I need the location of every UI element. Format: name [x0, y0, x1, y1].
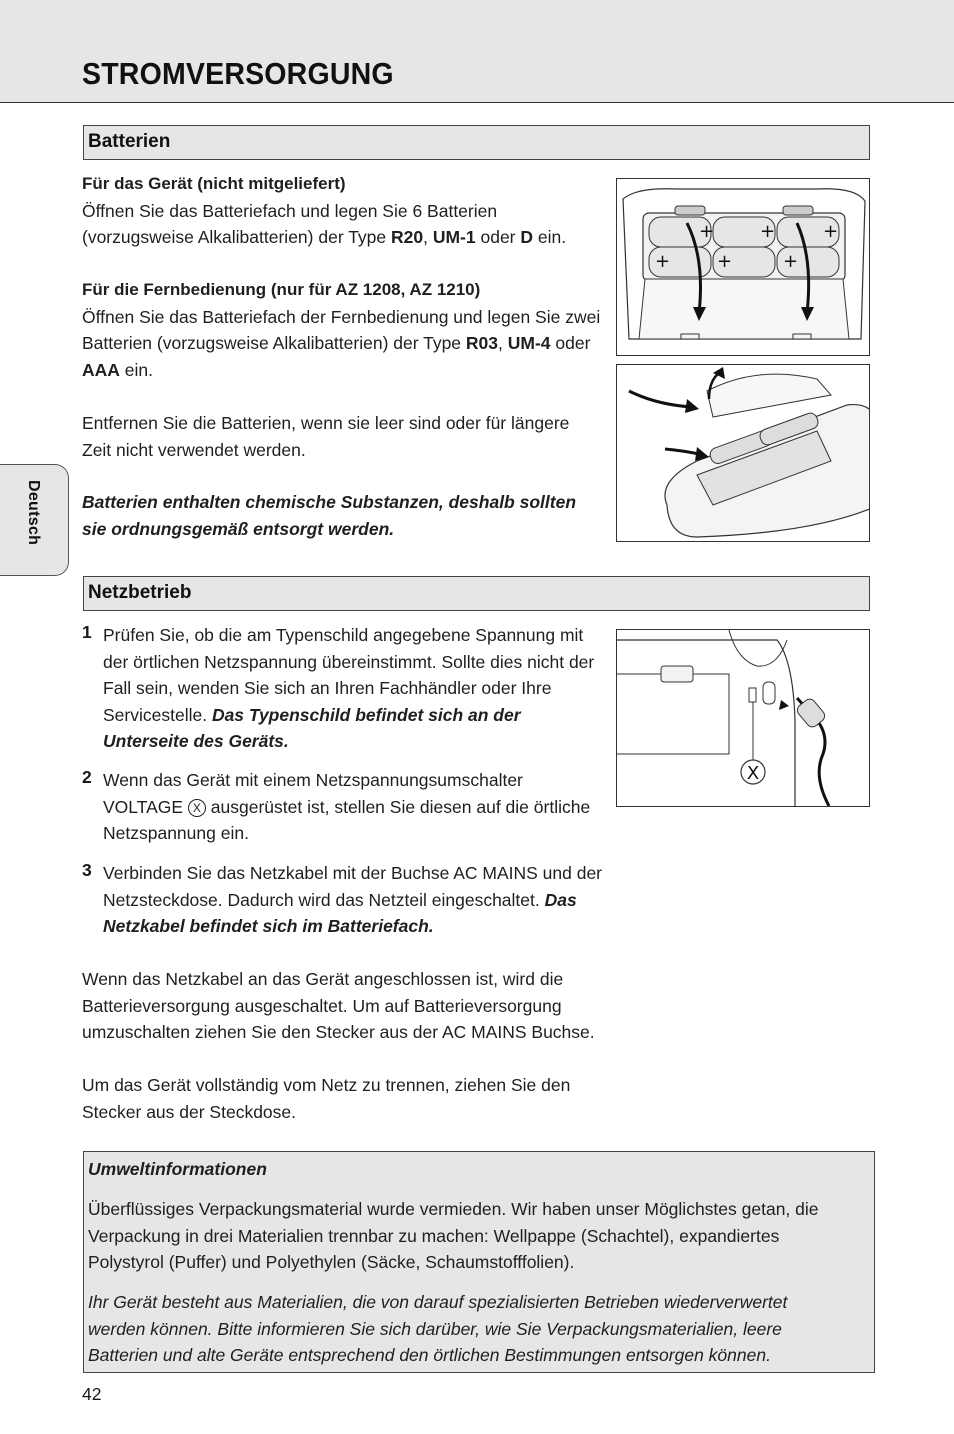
- svg-text:+: +: [655, 251, 671, 272]
- voltage-selector-symbol: X: [188, 799, 206, 817]
- page-number: 42: [82, 1384, 102, 1404]
- disconnect-paragraph: Um das Gerät vollständig vom Netz zu trennen, ziehen Sie den Stecker aus der Steckdose.: [82, 1075, 571, 1122]
- remote-battery-figure: [616, 364, 870, 542]
- environmental-heading: Umweltinformationen: [88, 1159, 267, 1179]
- device-line-1: Öffnen Sie das Batteriefach und legen Sie 6 Batterien: [82, 200, 498, 221]
- battery-compartment-illustration: [617, 179, 870, 356]
- remote-line-1: Öffnen Sie das Batteriefach der Fernbedienung und legen Sie zwei: [82, 306, 601, 327]
- ac-mains-illustration: [617, 630, 870, 807]
- step-3-text: Verbinden Sie das Netzkabel mit der Buchse AC MAINS und der Netzsteckdose. Dadurch wird das Netzteil eingeschaltet. Das Netzkabel befindet sich im Batteriefach.: [103, 863, 603, 936]
- device-subheading: Für das Gerät (nicht mitgeliefert): [82, 174, 346, 193]
- svg-text:+: +: [823, 221, 839, 242]
- step-number-3: 3: [82, 860, 92, 880]
- section-heading-batterien: [83, 125, 870, 160]
- remote-line-2: Batterien (vorzugsweise Alkalibatterien) der Type R03, UM-4 oder: [82, 333, 591, 353]
- svg-text:+: +: [783, 251, 799, 272]
- step-number-1: 1: [82, 622, 92, 642]
- environmental-paragraph-2: Ihr Gerät besteht aus Materialien, die von darauf spezialisierten Betrieben wiederverwertet werden können. Bitte informieren Sie sich darüber, wie Sie Verpackungsmaterialien, leere Batterien und alte Geräte entsprechend den örtlichen Bestimmungen entsorgen können.: [88, 1292, 788, 1365]
- remote-batteries-block: [82, 277, 612, 383]
- battery-warning: Batterien enthalten chemische Substanzen, deshalb sollten sie ordnungsgemäß entsorgt werden.: [82, 492, 577, 539]
- voltage-selector-callout: X: [746, 763, 760, 784]
- environmental-paragraph-1: Überflüssiges Verpackungsmaterial wurde vermieden. Wir haben unser Möglichstes getan, die Verpackung in drei Materialien trennbar zu machen: Wellpappe (Schachtel), expandiertes Polystyrol (Puffer) und Polyethylen (Säcke, Schaumstofffolien).: [88, 1199, 819, 1272]
- device-batteries-block: [82, 171, 612, 251]
- step-1-text: Prüfen Sie, ob die am Typenschild angegebene Spannung mit der örtlichen Netzspannung übereinstimmt. Sollte dies nicht der Fall sein, wenden Sie sich an Ihren Fachhändler oder Ihre Servicestelle. Das Typenschild befindet sich an der Unterseite des Geräts.: [103, 625, 595, 751]
- battery-compartment-figure: [616, 178, 870, 356]
- section-heading-netzbetrieb: [83, 576, 870, 611]
- remote-battery-illustration: [617, 365, 870, 542]
- ac-mains-figure: [616, 629, 870, 807]
- remote-line-3: AAA ein.: [82, 359, 153, 380]
- svg-text:+: +: [717, 251, 733, 272]
- section-heading-text: Batterien: [88, 131, 171, 152]
- language-tab-label: Deutsch: [25, 480, 42, 546]
- step-number-2: 2: [82, 767, 92, 787]
- step-2-text: Wenn das Gerät mit einem Netzspannungsumschalter VOLTAGE X ausgerüstet ist, stellen Sie diesen auf die örtliche Netzspannung ein.: [103, 770, 591, 843]
- section-heading-text: Netzbetrieb: [88, 582, 192, 603]
- svg-text:+: +: [760, 221, 776, 242]
- svg-text:+: +: [699, 221, 715, 242]
- remote-subheading: Für die Fernbedienung (nur für AZ 1208, AZ 1210): [82, 280, 481, 299]
- device-line-2: (vorzugsweise Alkalibatterien) der Type R20, UM-1 oder D ein.: [82, 227, 567, 247]
- ac-paragraph: Wenn das Netzkabel an das Gerät angeschlossen ist, wird die Batterieversorgung ausgeschaltet. Um auf Batterieversorgung umzuschalten ziehen Sie den Stecker aus der AC MAINS Buchse.: [82, 969, 595, 1042]
- remove-batteries-text: Entfernen Sie die Batterien, wenn sie leer sind oder für längere Zeit nicht verwendet werden.: [82, 413, 570, 460]
- page-title: STROMVERSORGUNG: [82, 56, 394, 91]
